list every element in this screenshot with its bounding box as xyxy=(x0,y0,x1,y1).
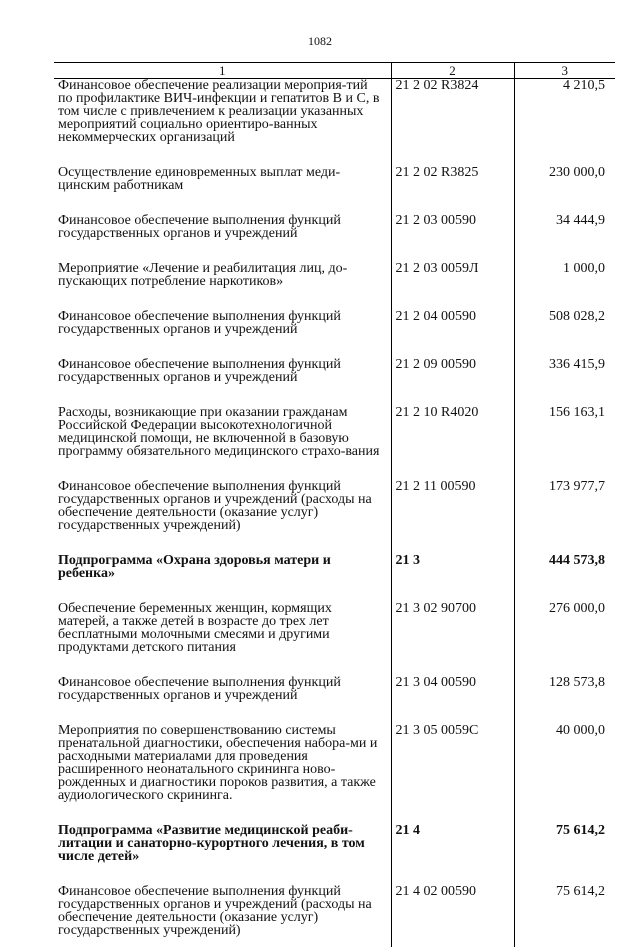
table-row xyxy=(54,724,615,824)
table-row xyxy=(54,166,615,214)
row-description: Мероприятия по совершенствованию системы пренатальной диагностики, обеспечения набора-ми и расходными материалами для проведения расширенного неонатального скрининга ново-рожденных и диагностики пороков развития, а также аудиологического скрининга. xyxy=(58,723,378,803)
row-code: 21 4 xyxy=(391,824,514,885)
row-code: 21 2 11 00590 xyxy=(391,480,514,554)
row-amount: 4 210,5 xyxy=(514,79,615,167)
row-amount: 230 000,0 xyxy=(514,166,615,214)
table-row xyxy=(54,602,615,676)
table-row xyxy=(54,262,615,310)
row-description: Мероприятие «Лечение и реабилитация лиц, до-пускающих потребление наркотиков» xyxy=(58,261,348,289)
row-amount: 336 415,9 xyxy=(514,358,615,406)
row-code: 21 3 xyxy=(391,554,514,602)
page-number: 1082 xyxy=(308,34,332,48)
row-amount: 508 028,2 xyxy=(514,310,615,358)
row-code: 21 2 03 0059Л xyxy=(391,262,514,310)
row-code: 21 4 02 00590 xyxy=(391,885,514,947)
row-amount: 173 977,7 xyxy=(514,480,615,554)
table-row xyxy=(54,310,615,358)
row-description: Финансовое обеспечение выполнения функций государственных органов и учреждений xyxy=(58,309,341,337)
row-code: 21 3 02 90700 xyxy=(391,602,514,676)
row-code: 21 2 10 R4020 xyxy=(391,406,514,480)
row-code: 21 3 05 0059С xyxy=(391,724,514,824)
table-row xyxy=(54,358,615,406)
row-amount: 75 614,2 xyxy=(514,885,615,947)
row-description: Подпрограмма «Развитие медицинской реаби-литации и санаторно-курортного лечения, в том числе детей» xyxy=(58,823,365,864)
column-header-3: 3 xyxy=(514,63,615,79)
row-amount: 34 444,9 xyxy=(514,214,615,262)
table-row xyxy=(54,554,615,602)
header-row xyxy=(54,63,615,79)
row-code: 21 3 04 00590 xyxy=(391,676,514,724)
row-description: Подпрограмма «Охрана здоровья матери и ребенка» xyxy=(58,553,331,581)
table-row xyxy=(54,79,615,167)
row-description: Осуществление единовременных выплат меди-цинским работникам xyxy=(58,165,341,193)
row-code: 21 2 02 R3824 xyxy=(391,79,514,167)
row-amount: 75 614,2 xyxy=(514,824,615,885)
row-description: Финансовое обеспечение выполнения функций государственных органов и учреждений xyxy=(58,213,341,241)
row-code: 21 2 03 00590 xyxy=(391,214,514,262)
row-amount: 40 000,0 xyxy=(514,724,615,824)
row-amount: 1 000,0 xyxy=(514,262,615,310)
row-description: Обеспечение беременных женщин, кормящих матерей, а также детей в возрасте до трех лет бесплатными молочными смесями и другими продуктами детского питания xyxy=(58,601,332,655)
row-description: Финансовое обеспечение выполнения функций государственных органов и учреждений xyxy=(58,357,341,385)
budget-table xyxy=(54,62,615,947)
row-description: Финансовое обеспечение реализации мероприя-тий по профилактике ВИЧ-инфекции и гепатитов В и С, в том числе с привлечением к реализации указанных мероприятий социально ориентиро-ванных некоммерческих организаций xyxy=(58,78,380,145)
row-amount: 128 573,8 xyxy=(514,676,615,724)
table-row xyxy=(54,885,615,947)
row-amount: 444 573,8 xyxy=(514,554,615,602)
column-header-1: 1 xyxy=(54,63,391,79)
row-code: 21 2 09 00590 xyxy=(391,358,514,406)
row-code: 21 2 02 R3825 xyxy=(391,166,514,214)
table-row xyxy=(54,406,615,480)
row-description: Финансовое обеспечение выполнения функций государственных органов и учреждений (расходы на обеспечение деятельности (оказание услуг) государственных учреждений) xyxy=(58,884,372,938)
table-row xyxy=(54,676,615,724)
table-row xyxy=(54,214,615,262)
table-row xyxy=(54,824,615,885)
row-description: Финансовое обеспечение выполнения функций государственных органов и учреждений (расходы на обеспечение деятельности (оказание услуг) государственных учреждений) xyxy=(58,479,372,533)
row-amount: 276 000,0 xyxy=(514,602,615,676)
row-code: 21 2 04 00590 xyxy=(391,310,514,358)
row-amount: 156 163,1 xyxy=(514,406,615,480)
table-row xyxy=(54,480,615,554)
column-header-2: 2 xyxy=(391,63,514,79)
row-description: Расходы, возникающие при оказании гражданам Российской Федерации высокотехнологичной медицинской помощи, не включенной в базовую программу обязательного медицинского страхо-вания xyxy=(58,405,380,459)
row-description: Финансовое обеспечение выполнения функций государственных органов и учреждений xyxy=(58,675,341,703)
